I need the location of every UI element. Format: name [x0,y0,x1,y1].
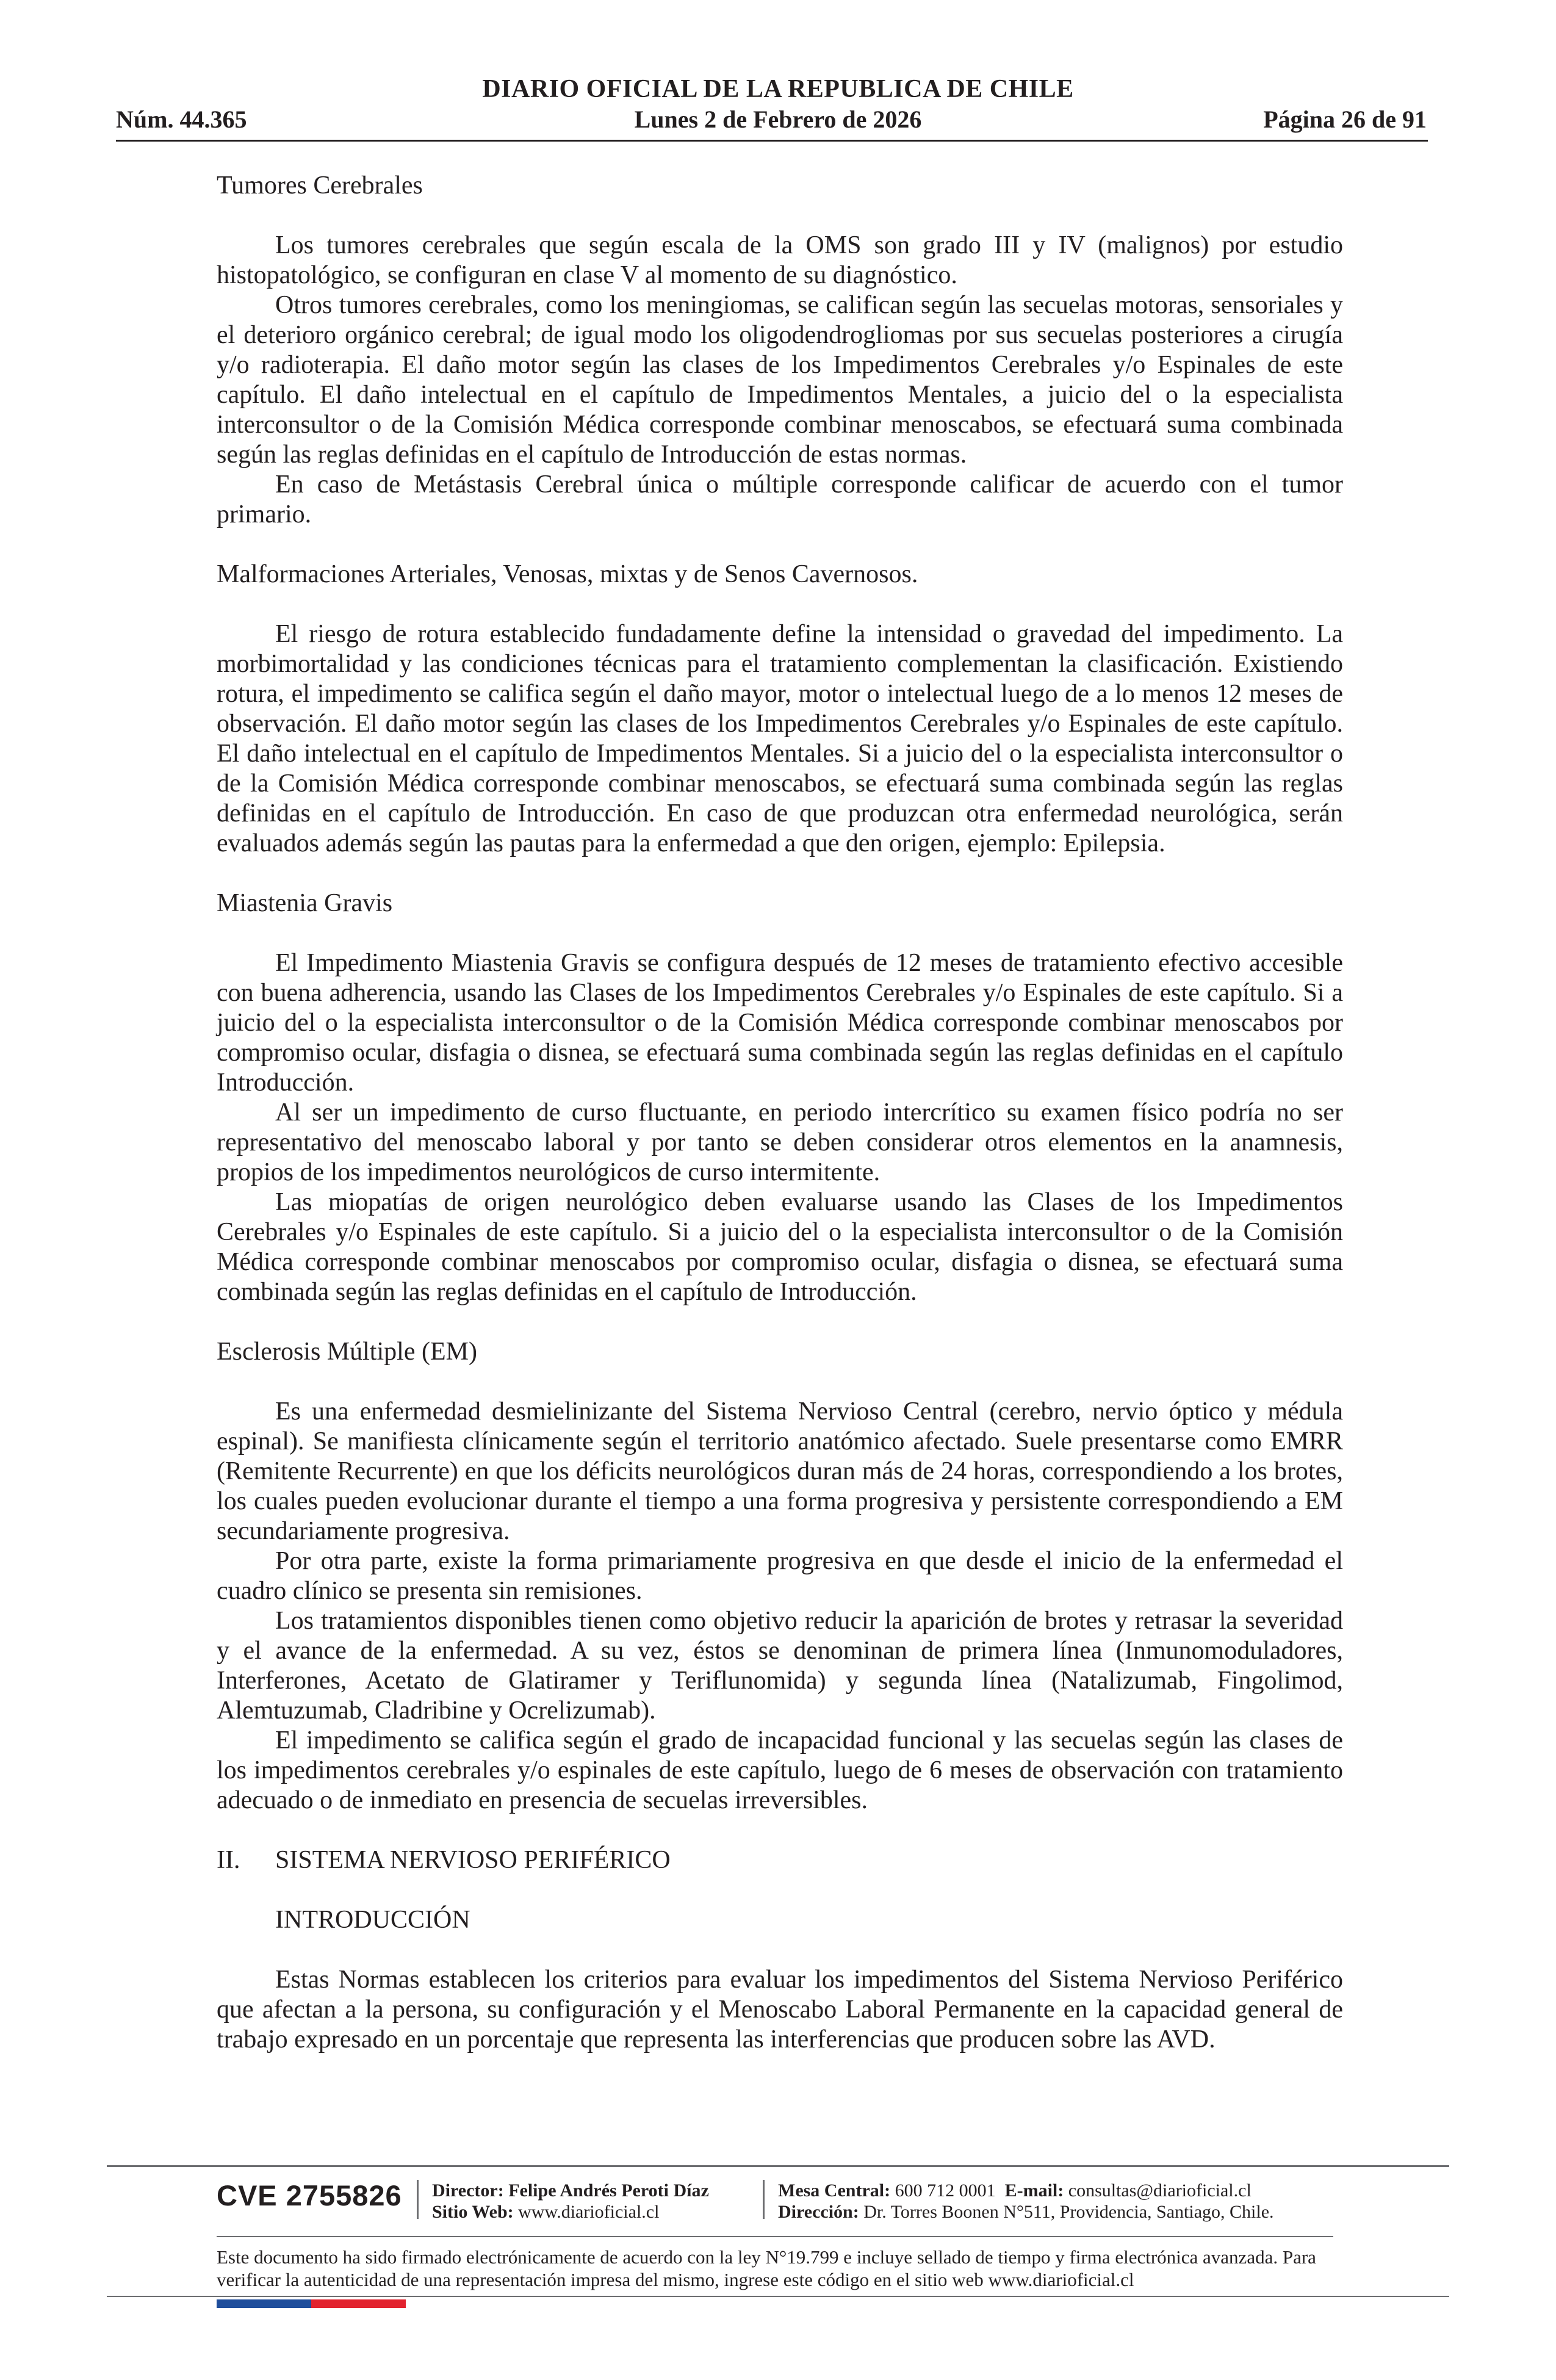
header-divider [116,140,1428,142]
section-heading: Malformaciones Arteriales, Venosas, mixtas y de Senos Cavernosos. [217,560,918,588]
chapter-heading [217,1845,1343,1875]
footer-separator [763,2180,765,2219]
publication-title: DIARIO OFICIAL DE LA REPUBLICA DE CHILE [482,75,1074,103]
address: Dr. Torres Boonen N°511, Providencia, Santiago, Chile. [863,2202,1274,2222]
section-miastenia [217,889,1343,1307]
paragraph: Los tumores cerebrales que según escala de la OMS son grado III y IV (malignos) por estudio histopatológico, se configuran en clase V al momento de su diagnóstico. [217,231,1343,289]
website-link[interactable]: www.diarioficial.cl [518,2202,660,2222]
issue-date: Lunes 2 de Febrero de 2026 [634,106,922,133]
flag-stripe-blue [217,2299,311,2308]
paragraph: Las miopatías de origen neurológico deben evaluarse usando las Clases de los Impedimentos Cerebrales y/o Espinales de este capítulo. Si a juicio del o la especialista interconsultor o de la Comisión Médica corresponde combinar menoscabos por compromiso ocular, disfagia o disnea, se efectuará suma combinada según las reglas definidas en el capítulo de Introducción. [217,1188,1343,1306]
section-malformaciones [217,560,1343,859]
email-link[interactable]: consultas@diarioficial.cl [1068,2180,1252,2201]
footer-separator [417,2180,419,2219]
section-heading: Tumores Cerebrales [217,171,423,200]
paragraph: Por otra parte, existe la forma primariamente progresiva en que desde el inicio de la enfermedad el cuadro clínico se presenta sin remisiones. [217,1547,1343,1605]
chapter-number: II. [217,1846,240,1874]
section-heading: Esclerosis Múltiple (EM) [217,1338,477,1366]
cve-code: CVE 2755826 [217,2179,402,2212]
paragraph: Los tratamientos disponibles tienen como objetivo reducir la aparición de brotes y retrasar la severidad y el avance de la enfermedad. A su vez, éstos se denominan de primera línea (Inmunomoduladores, Interferones, Acetato de Glatiramer y Teriflunomida) y segunda línea (Natalizumab, Fingolimod, Alemtuzumab, Cladribine y Ocrelizumab). [217,1607,1343,1725]
paragraph: El Impedimento Miastenia Gravis se configura después de 12 meses de tratamiento efectivo accesible con buena adherencia, usando las Clases de los Impedimentos Cerebrales y/o Espinales de este capítulo. Si a juicio del o la especialista interconsultor o de la Comisión Médica corresponde combinar menoscabos por compromiso ocular, disfagia o disnea, se efectuará suma combinada según las reglas definidas en el capítulo Introducción. [217,949,1343,1097]
document-body [217,171,1343,2055]
chapter-title: SISTEMA NERVIOSO PERIFÉRICO [275,1846,671,1874]
footer-divider [107,2296,1449,2297]
paragraph: Otros tumores cerebrales, como los meningiomas, se califican según las secuelas motoras, sensoriales y el deterioro orgánico cerebral; de igual modo los oligodendrogliomas por sus secuelas posteriores a cirugía y/o radioterapia. El daño motor según las clases de los Impedimentos Cerebrales y/o Espinales de este capítulo. El daño intelectual en el capítulo de Impedimentos Mentales, a juicio del o la especialista interconsultor o de la Comisión Médica corresponde combinar menoscabos, se efectuará suma combinada según las reglas definidas en el capítulo de Introducción de estas normas. [217,291,1343,469]
paragraph: El riesgo de rotura establecido fundadamente define la intensidad o gravedad del impedimento. La morbimortalidad y las condiciones técnicas para el tratamiento complementan la clasificación. Existiendo rotura, el impedimento se califica según el daño mayor, motor o intelectual luego de a lo menos 12 meses de observación. El daño motor según las clases de los Impedimentos Cerebrales y/o Espinales de este capítulo. El daño intelectual en el capítulo de Impedimentos Mentales. Si a juicio del o la especialista interconsultor o de la Comisión Médica corresponde combinar menoscabos, se efectuará suma combinada según las reglas definidas en el capítulo de Introducción. En caso de que produzcan otra enfermedad neurológica, serán evaluados además según las pautas para la enfermedad a que den origen, ejemplo: Epilepsia. [217,620,1343,857]
page-number: Página 26 de 91 [1263,106,1427,133]
paragraph: Es una enfermedad desmielinizante del Sistema Nervioso Central (cerebro, nervio óptico y médula espinal). Se manifiesta clínicamente según el territorio anatómico afectado. Suele presentarse como EMRR (Remitente Recurrente) en que los déficits neurológicos duran más de 24 horas, correspondiendo a los brotes, los cuales pueden evolucionar durante el tiempo a una forma progresiva y persistente correspondiendo a EM secundariamente progresiva. [217,1397,1343,1545]
section-heading: Miastenia Gravis [217,889,393,917]
issue-number: Núm. 44.365 [116,106,247,133]
flag-stripe-red [311,2299,406,2308]
section-periferico [217,1845,1343,2055]
section-tumores [217,171,1343,530]
paragraph: Al ser un impedimento de curso fluctuante, en periodo intercrítico su examen físico podría no ser representativo del menoscabo laboral y por tanto se deben considerar otros elementos en la anamnesis, propios de los impedimentos neurológicos de curso intermitente. [217,1098,1343,1186]
subsection-heading: INTRODUCCIÓN [275,1906,470,1934]
section-esclerosis [217,1337,1343,1816]
footer-contact-block: Mesa Central: 600 712 0001 E-mail: consultas@diarioficial.cl Dirección: Dr. Torres Boonen N°511, Providencia, Santiago, Chile. [778,2180,1274,2222]
footer-divider [107,2165,1449,2167]
phone-number: 600 712 0001 [895,2180,996,2201]
paragraph: El impedimento se califica según el grado de incapacidad funcional y las secuelas según las clases de los impedimentos cerebrales y/o espinales de este capítulo, luego de 6 meses de observación con tratamiento adecuado o de inmediato en presencia de secuelas irreversibles. [217,1726,1343,1814]
legal-notice: Este documento ha sido firmado electrónicamente de acuerdo con la ley N°19.799 e incluye sellado de tiempo y firma electrónica avanzada. Para verificar la autenticidad de una representación impresa del mismo, ingrese este código en el sitio web www.diarioficial.cl [217,2246,1316,2290]
paragraph: Estas Normas establecen los criterios para evaluar los impedimentos del Sistema Nervioso Periférico que afectan a la persona, su configuración y el Menoscabo Laboral Permanente en la capacidad general de trabajo expresado en un porcentaje que representa las interferencias que producen sobre las AVD. [217,1966,1343,2054]
footer-director-block: Director: Felipe Andrés Peroti Díaz Sitio Web: www.diarioficial.cl [432,2180,709,2222]
paragraph: En caso de Metástasis Cerebral única o múltiple corresponde calificar de acuerdo con el tumor primario. [217,471,1343,528]
footer-divider [217,2236,1333,2237]
director-name: Felipe Andrés Peroti Díaz [508,2180,709,2201]
